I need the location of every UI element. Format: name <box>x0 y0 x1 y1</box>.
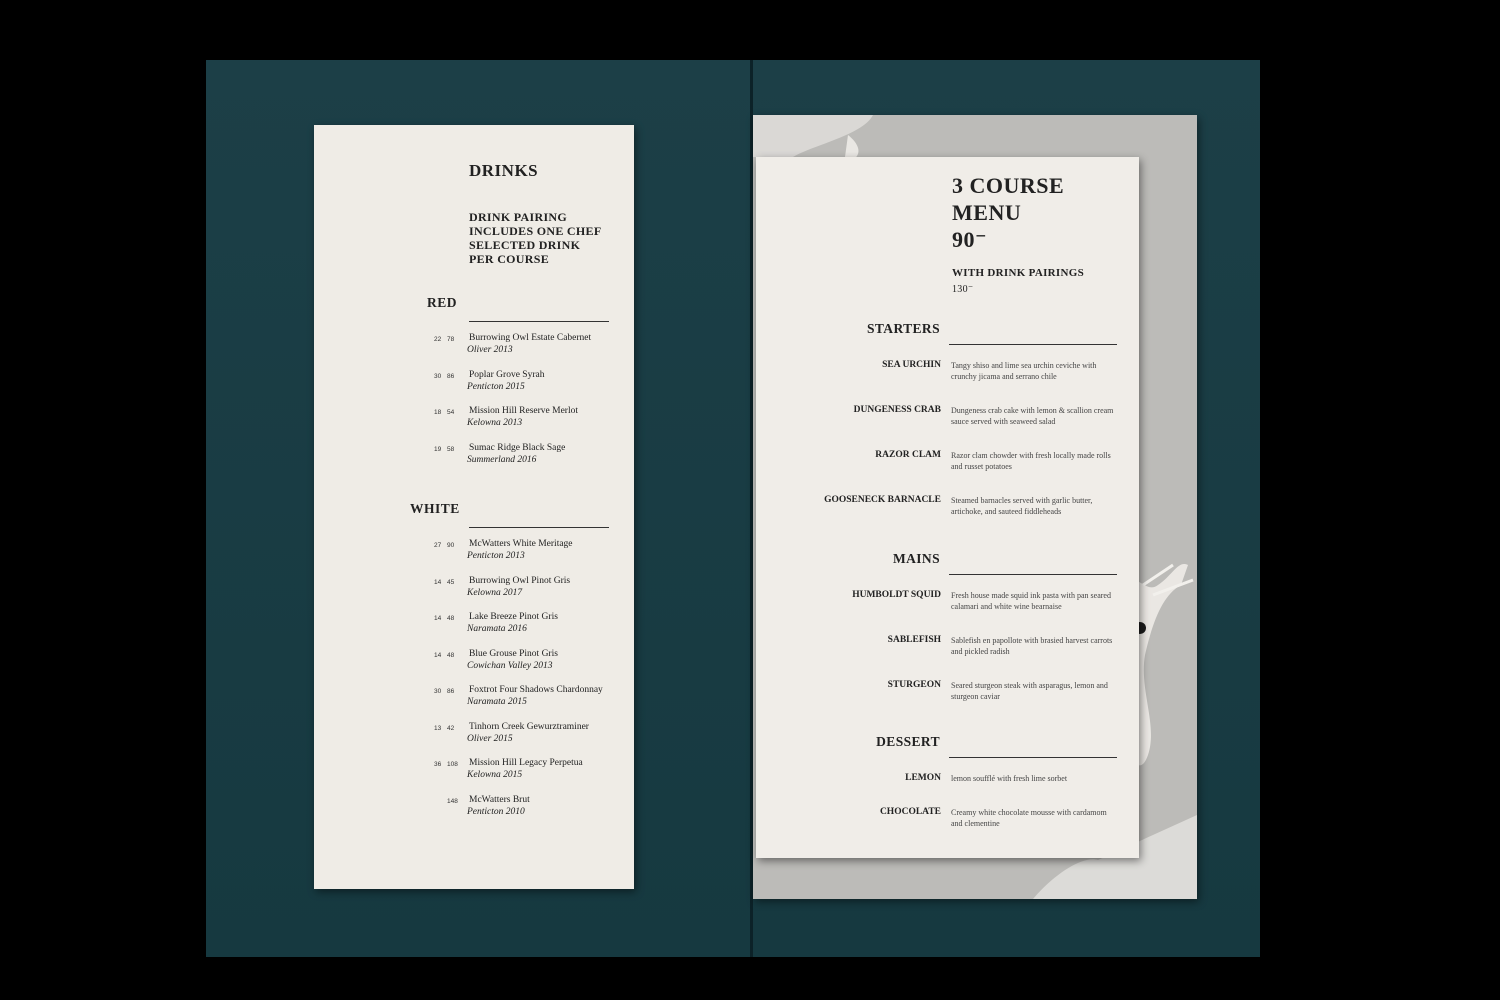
dessert-divider <box>949 757 1117 758</box>
dish-description: Tangy shiso and lime sea urchin ceviche with crunchy jicama and serrano chile <box>951 361 1097 381</box>
dish-name: STURGEON <box>887 680 941 690</box>
dish-description: lemon soufflé with fresh lime sorbet <box>951 774 1068 783</box>
drinks-title: DRINKS <box>469 161 539 180</box>
wine-bottle-price: 148 <box>447 797 458 805</box>
wine-glass-price: 22 <box>434 336 442 343</box>
wine-glass-price: 14 <box>434 615 442 622</box>
wine-region: Oliver 2013 <box>467 345 513 355</box>
wine-name: Foxtrot Four Shadows Chardonnay <box>469 685 603 695</box>
wine-name: Burrowing Owl Pinot Gris <box>469 575 571 586</box>
dish-description: Steamed barnacles served with garlic butter, artichoke, and sauteed fiddleheads <box>951 496 1093 516</box>
dish-row <box>756 680 1139 706</box>
dish-name: CHOCOLATE <box>879 807 941 817</box>
wine-glass-price: 27 <box>434 542 442 549</box>
wine-row <box>314 370 634 400</box>
wine-name: Mission Hill Legacy Perpetua <box>469 758 583 768</box>
wine-region: Kelowna 2017 <box>467 587 523 598</box>
wine-row <box>314 795 634 825</box>
drink-pairings-label: WITH DRINK PAIRINGS <box>952 267 1085 279</box>
wine-name: Mission Hill Reserve Merlot <box>469 406 578 416</box>
red-divider <box>469 321 609 322</box>
dish-row <box>756 450 1139 476</box>
wine-bottle-price: 48 <box>447 615 455 622</box>
dish-name: DUNGENESS CRAB <box>853 405 941 415</box>
wine-row <box>314 649 634 679</box>
wine-bottle-price: 42 <box>447 724 455 732</box>
starters-heading: STARTERS <box>866 321 940 336</box>
dish-row <box>756 773 1139 799</box>
dish-row <box>756 495 1139 521</box>
dish-row <box>756 807 1139 833</box>
wine-region: Kelowna 2013 <box>467 418 523 428</box>
pairing-note-line: INCLUDES ONE CHEF <box>469 224 602 238</box>
pairing-note-line: PER COURSE <box>469 252 550 266</box>
wine-name: McWatters White Meritage <box>469 539 573 549</box>
white-divider <box>469 527 609 528</box>
course-menu-title <box>952 172 1064 253</box>
wine-name: Sumac Ridge Black Sage <box>469 442 566 453</box>
wine-region: Penticton 2015 <box>467 381 525 392</box>
wine-bottle-price: 58 <box>447 445 455 453</box>
dish-name: SABLEFISH <box>887 635 941 645</box>
drinks-menu-card <box>314 125 634 889</box>
wine-region: Penticton 2013 <box>467 551 525 561</box>
wine-region: Oliver 2015 <box>467 733 513 744</box>
wine-row <box>314 685 634 715</box>
drink-pairings-price: 130⁻ <box>952 284 974 295</box>
wine-row <box>314 576 634 606</box>
dish-description: Seared sturgeon steak with asparagus, lemon and sturgeon caviar <box>951 681 1108 701</box>
wine-glass-price: 30 <box>434 372 442 380</box>
wine-row <box>314 722 634 752</box>
dish-name: LEMON <box>905 773 941 783</box>
starters-divider <box>949 344 1117 345</box>
dish-name: SEA URCHIN <box>882 360 941 370</box>
wine-bottle-price: 86 <box>447 372 455 380</box>
wine-bottle-price: 86 <box>447 688 455 695</box>
title-price: 90⁻ <box>952 227 988 252</box>
wine-name: Tinhorn Creek Gewurztraminer <box>469 721 589 732</box>
dish-description: Creamy white chocolate mousse with cardamom and clementine <box>951 808 1107 828</box>
dish-row <box>756 405 1139 431</box>
wine-glass-price: 36 <box>434 761 442 768</box>
red-section-heading: RED <box>427 295 458 310</box>
wine-bottle-price: 54 <box>447 409 455 416</box>
dish-name: RAZOR CLAM <box>875 450 941 460</box>
wine-glass-price: 30 <box>434 688 442 695</box>
dish-row <box>756 590 1139 616</box>
wine-name: Burrowing Owl Estate Cabernet <box>469 333 592 343</box>
wine-bottle-price: 45 <box>447 578 455 586</box>
dish-description: Fresh house made squid ink pasta with pan seared calamari and white wine bearnaise <box>951 591 1111 611</box>
course-menu-card <box>756 157 1139 858</box>
wine-region: Naramata 2016 <box>467 624 527 634</box>
wine-row <box>314 443 634 473</box>
wine-bottle-price: 90 <box>447 542 455 549</box>
mains-heading: MAINS <box>892 551 940 566</box>
wine-region: Summerland 2016 <box>467 454 537 465</box>
wine-glass-price: 19 <box>434 445 442 453</box>
wine-row <box>314 333 634 363</box>
wine-row <box>314 539 634 569</box>
dish-row <box>756 360 1139 386</box>
dish-description: Sablefish en papollote with brasied harvest carrots and pickled radish <box>951 636 1113 656</box>
wine-name: Poplar Grove Syrah <box>469 369 545 380</box>
wine-name: Blue Grouse Pinot Gris <box>469 648 558 659</box>
pairing-note-line: SELECTED DRINK <box>469 238 581 252</box>
wine-bottle-price: 78 <box>447 336 455 343</box>
wine-name: McWatters Brut <box>469 794 530 805</box>
wine-name: Lake Breeze Pinot Gris <box>469 612 558 622</box>
dessert-heading: DESSERT <box>876 734 940 749</box>
wine-region: Cowichan Valley 2013 <box>467 660 553 671</box>
dish-name: GOOSENECK BARNACLE <box>824 495 941 505</box>
wine-glass-price: 14 <box>434 578 442 586</box>
wine-row <box>314 758 634 788</box>
wine-row <box>314 406 634 436</box>
wine-bottle-price: 108 <box>447 761 458 768</box>
wine-glass-price: 14 <box>434 651 442 659</box>
dish-name: HUMBOLDT SQUID <box>852 590 941 600</box>
wine-region: Penticton 2010 <box>467 806 525 817</box>
pairing-note-line: DRINK PAIRING <box>469 210 568 224</box>
wine-glass-price: 13 <box>434 724 442 732</box>
wine-region: Kelowna 2015 <box>467 770 523 780</box>
title-line: 3 COURSE <box>952 173 1065 198</box>
wine-region: Naramata 2015 <box>467 697 527 707</box>
dish-row <box>756 635 1139 661</box>
white-section-heading: WHITE <box>410 501 460 516</box>
dish-description: Dungeness crab cake with lemon & scallion cream sauce served with seaweed salad <box>951 406 1114 426</box>
wine-glass-price: 18 <box>434 409 442 416</box>
dish-description: Razor clam chowder with fresh locally made rolls and russet potatoes <box>951 451 1111 471</box>
wine-bottle-price: 48 <box>447 651 455 659</box>
title-line: MENU <box>952 200 1022 225</box>
mains-divider <box>949 574 1117 575</box>
wine-row <box>314 612 634 642</box>
